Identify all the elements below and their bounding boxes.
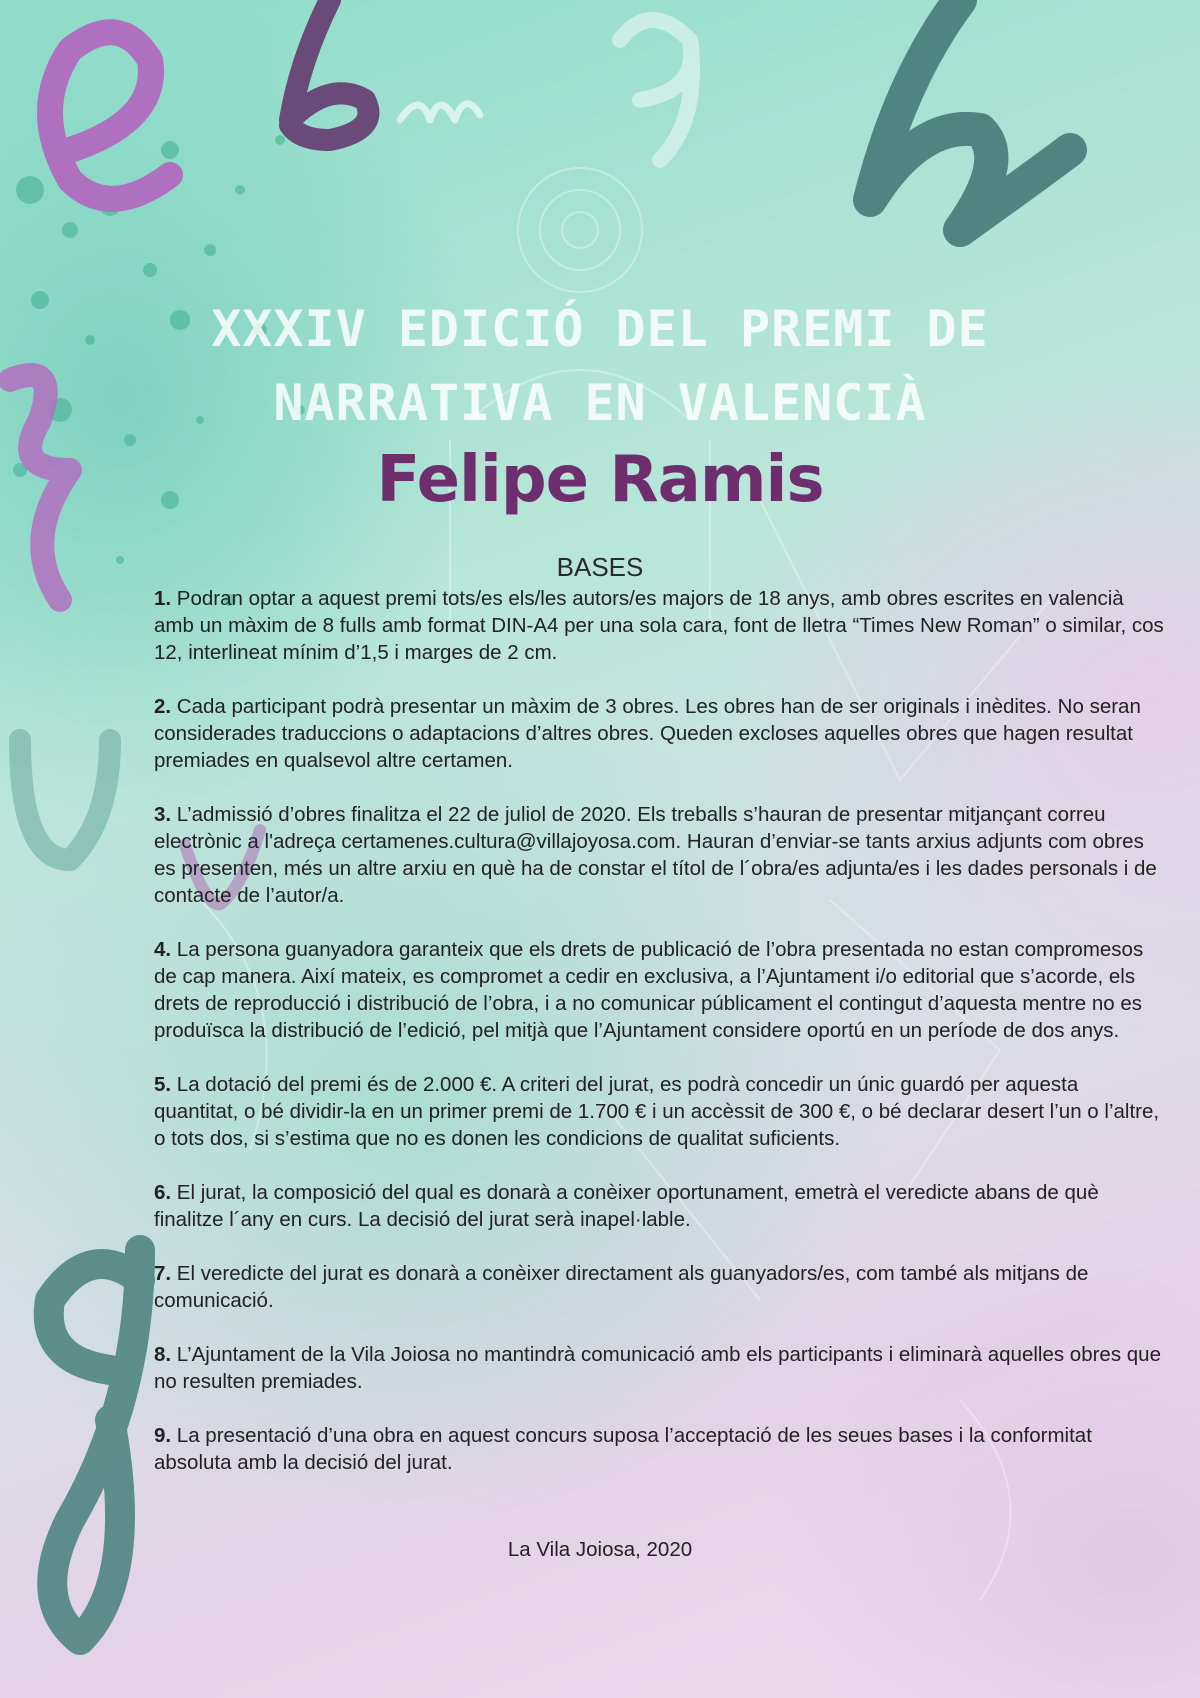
rule-text: La presentació d’una obra en aquest concurs suposa l’acceptació de les seues bases i la conformitat absoluta amb la decisió del jurat. bbox=[154, 1424, 1092, 1474]
rule-text: El veredicte del jurat es donarà a conèixer directament als guanyadors/es, com també als mitjans de comunicació. bbox=[154, 1262, 1089, 1312]
title-line-1: XXXIV EDICIÓ DEL PREMI DE bbox=[211, 300, 989, 358]
rule-number: 9. bbox=[154, 1424, 172, 1447]
letter-m bbox=[400, 104, 480, 120]
contest-title bbox=[150, 292, 1050, 440]
rule-text: La persona guanyadora garanteix que els drets de publicació de l’obra presentada no estan compromesos de cap manera. Així mateix, es compromet a cedir en exclusiva, a l’Ajuntament i/o editorial que s’acorde, els drets de reproducció i distribució de l’obra, i a no comunicar públicament el contingut d’aquesta mentre no es produïsca la distribució de l’edició, pel mitjà que l’Ajuntament considere oportú en un període de dos anys. bbox=[154, 938, 1144, 1042]
letter-b bbox=[290, 0, 368, 140]
rule-number: 2. bbox=[154, 695, 172, 718]
place-and-year: La Vila Joiosa, 2020 bbox=[507, 1538, 693, 1561]
letter-h bbox=[870, 0, 1070, 230]
rule-number: 4. bbox=[154, 938, 172, 961]
rule-text: Podran optar a aquest premi tots/es els/les autors/es majors de 18 anys, amb obres escrites en valencià amb un màxim de 8 fulls amb format DIN-A4 per una sola cara, font de lletra “Times New Roman” o similar, cos 12, interlineat mínim d’1,5 i marges de 2 cm. bbox=[154, 587, 1164, 664]
rule-9 bbox=[154, 1422, 1164, 1476]
letter-g bbox=[620, 20, 692, 160]
rule-4 bbox=[154, 936, 1164, 1044]
rule-2 bbox=[154, 693, 1164, 774]
rule-text: L’admissió d’obres finalitza el 22 de juliol de 2020. Els treballs s’hauran de presentar mitjançant correu electrònic a l'adreça certamenes.cultura@villajoyosa.com. Hauran d’enviar-se tants arxius adjunts com obres es presenten, més un altre arxiu en què ha de constar el títol de l´obra/es adjunta/es i les dades personals i de contacte de l’autor/a. bbox=[154, 803, 1157, 907]
rule-3 bbox=[154, 801, 1164, 909]
letter-u bbox=[20, 740, 110, 860]
rule-number: 7. bbox=[154, 1262, 172, 1285]
letter-e bbox=[50, 32, 170, 199]
rules-list bbox=[154, 585, 1164, 1503]
rule-number: 6. bbox=[154, 1181, 172, 1204]
rule-text: L’Ajuntament de la Vila Joiosa no mantindrà comunicació amb els participants i eliminarà aquelles obres que no resulten premiades. bbox=[154, 1343, 1161, 1393]
rule-number: 8. bbox=[154, 1343, 172, 1366]
rule-text: La dotació del premi és de 2.000 €. A criteri del jurat, es podrà concedir un únic guardó per aquesta quantitat, o bé dividir-la en un primer premi de 1.700 € i un accèssit de 300 €, o bé declarar desert l’un o l’altre, o tots dos, si s’estima que no es donen les condicions de qualitat suficients. bbox=[154, 1073, 1160, 1150]
rule-number: 3. bbox=[154, 803, 172, 826]
honoree-name: Felipe Ramis bbox=[376, 443, 824, 517]
section-title: BASES bbox=[556, 552, 644, 582]
rule-8 bbox=[154, 1341, 1164, 1395]
letter-d bbox=[49, 1250, 140, 1640]
title-line-2: NARRATIVA EN VALENCIÀ bbox=[273, 374, 927, 432]
rule-number: 5. bbox=[154, 1073, 172, 1096]
rule-5 bbox=[154, 1071, 1164, 1152]
rule-7 bbox=[154, 1260, 1164, 1314]
rule-number: 1. bbox=[154, 587, 172, 610]
rule-1 bbox=[154, 585, 1164, 666]
rule-6 bbox=[154, 1179, 1164, 1233]
rule-text: Cada participant podrà presentar un màxim de 3 obres. Les obres han de ser originals i inèdites. No seran considerades traduccions o adaptacions d’altres obres. Queden excloses aquelles obres que hagen resultat premiades en qualsevol altre certamen. bbox=[154, 695, 1141, 772]
rule-text: El jurat, la composició del qual es donarà a conèixer oportunament, emetrà el veredicte abans de què finalitze l´any en curs. La decisió del jurat serà inapel·lable. bbox=[154, 1181, 1099, 1231]
